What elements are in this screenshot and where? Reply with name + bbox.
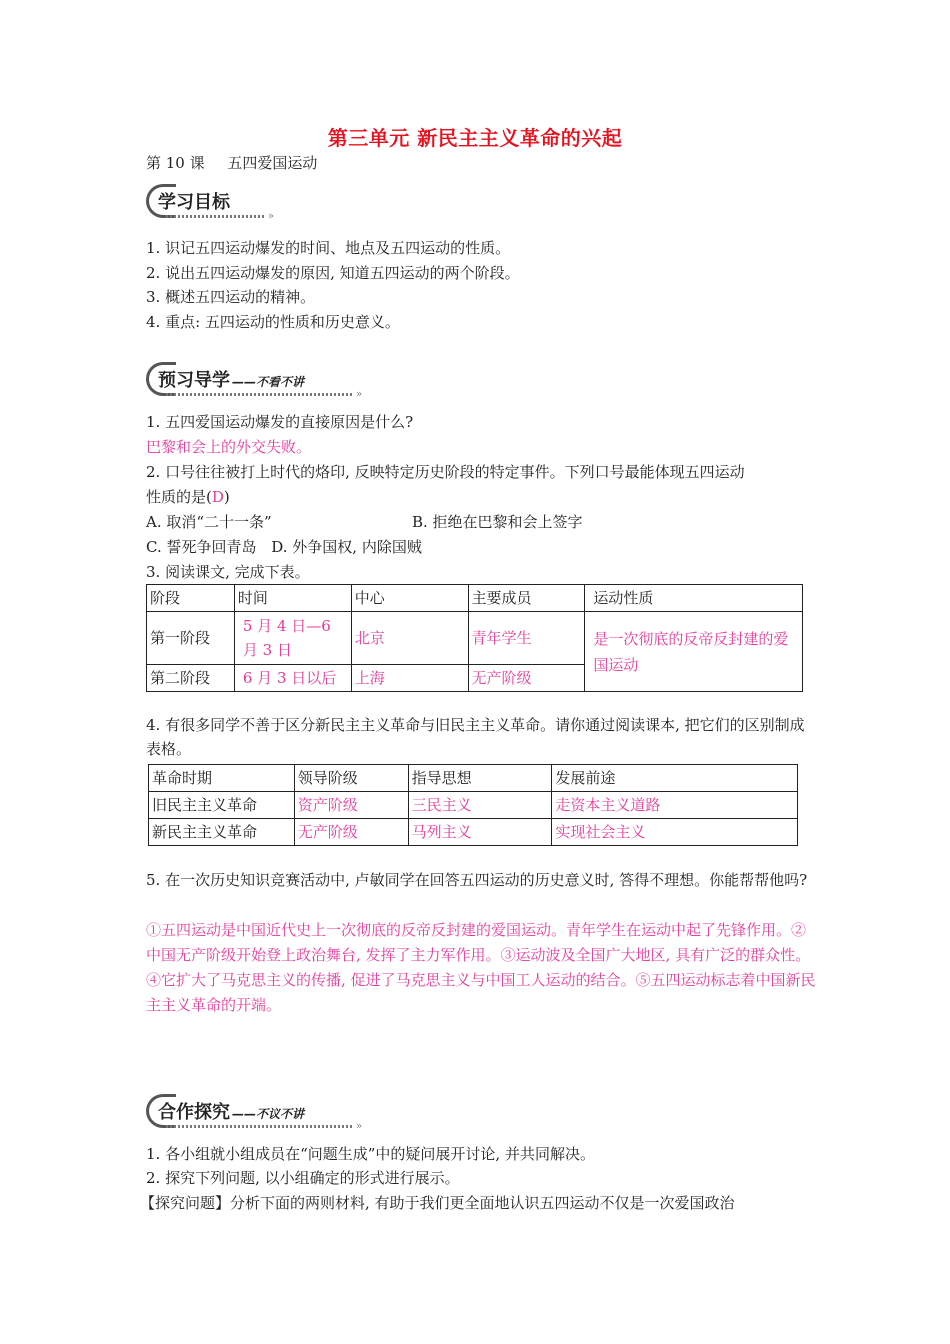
table-header: 时间	[234, 585, 351, 612]
stage-table	[146, 584, 803, 692]
table-cell-nature: 是一次彻底的反帝反封建的爱国运动	[585, 612, 803, 692]
table-cell: 走资本主义道路	[552, 792, 798, 819]
question-4: 4. 有很多同学不善于区分新民主主义革命与旧民主主义革命。请你通过阅读课本, 把它们的区别制成表格。	[146, 716, 805, 758]
table-row	[149, 792, 798, 819]
goal-item: 4. 重点: 五四运动的性质和历史意义。	[146, 313, 400, 331]
section-badge-coop	[146, 1094, 371, 1132]
lesson-heading	[146, 152, 317, 173]
table-cell: 实现社会主义	[552, 819, 798, 846]
question-3: 3. 阅读课文, 完成下表。	[146, 563, 310, 581]
table-header: 指导思想	[408, 765, 552, 792]
lesson-number: 第 10 课	[146, 154, 205, 172]
table-cell: 无产阶级	[468, 665, 585, 692]
table-header: 主要成员	[468, 585, 585, 612]
table-cell: 马列主义	[408, 819, 552, 846]
table-cell: 青年学生	[468, 612, 585, 665]
table-header: 革命时期	[149, 765, 295, 792]
table-row	[147, 612, 803, 665]
badge-sublabel: ——不看不讲	[232, 375, 305, 389]
section-badge-goals	[146, 184, 281, 222]
double-chevron-icon: »	[356, 1121, 361, 1132]
coop-item-1: 1. 各小组就小组成员在“问题生成”中的疑问展开讨论, 并共同解决。	[146, 1145, 595, 1163]
question-2-stem: 性质的是(	[146, 488, 212, 506]
table-cell: 上海	[351, 665, 468, 692]
double-chevron-icon: »	[356, 389, 361, 400]
table-header: 运动性质	[585, 585, 803, 612]
table-cell: 北京	[351, 612, 468, 665]
option-c-text: C. 誓死争回青岛	[146, 538, 257, 556]
table-cell: 旧民主主义革命	[149, 792, 295, 819]
answer-1: 巴黎和会上的外交失败。	[146, 438, 312, 456]
table-cell: 新民主主义革命	[149, 819, 295, 846]
option-d: D. 外争国权, 内除国贼	[271, 538, 422, 556]
table-cell: 资产阶级	[294, 792, 408, 819]
question-2-line1: 2. 口号往往被打上时代的烙印, 反映特定历史阶段的特定事件。下列口号最能体现五四运动	[146, 463, 745, 481]
option-b: B. 拒绝在巴黎和会上签字	[412, 513, 583, 531]
badge-dotted-line	[166, 1125, 354, 1128]
revolution-table	[148, 764, 798, 846]
section-badge-preview	[146, 362, 371, 400]
table-header-row	[149, 765, 798, 792]
table-header: 发展前途	[552, 765, 798, 792]
badge-sublabel: ——不议不讲	[232, 1107, 305, 1121]
question-2-line2	[146, 485, 230, 509]
table-cell: 三民主义	[408, 792, 552, 819]
goal-item: 3. 概述五四运动的精神。	[146, 288, 316, 306]
page-title: 第三单元 新民主主义革命的兴起	[327, 126, 623, 150]
question-2-close: )	[223, 488, 230, 506]
answer-5: ①五四运动是中国近代史上一次彻底的反帝反封建的爱国运动。青年学生在运动中起了先锋作用。②中国无产阶级开始登上政治舞台, 发挥了主力军作用。③运动波及全国广大地区, 具有广泛的群众性。④它扩大了马克思主义的传播, 促进了马克思主义与中国工人运动的结合。⑤五四运动标志着中国新民主主义革命的开端。	[146, 921, 816, 1014]
option-c	[146, 535, 422, 559]
goal-item: 2. 说出五四运动爆发的原因, 知道五四运动的两个阶段。	[146, 264, 520, 282]
table-cell: 第二阶段	[147, 665, 235, 692]
question-5: 5. 在一次历史知识竞赛活动中, 卢敏同学在回答五四运动的历史意义时, 答得不理想。你能帮帮他吗?	[146, 871, 808, 889]
table-header-row	[147, 585, 803, 612]
goal-item: 1. 识记五四运动爆发的时间、地点及五四运动的性质。	[146, 239, 511, 257]
explore-question: 【探究问题】分析下面的两则材料, 有助于我们更全面地认识五四运动不仅是一次爱国政治	[140, 1194, 735, 1212]
badge-dotted-line	[166, 215, 266, 218]
table-header: 领导阶级	[294, 765, 408, 792]
answer-2: D	[211, 488, 224, 506]
table-cell: 5 月 4 日—6 月 3 日	[234, 612, 351, 665]
question-1: 1. 五四爱国运动爆发的直接原因是什么?	[146, 413, 414, 431]
badge-dotted-line	[166, 393, 354, 396]
double-chevron-icon: »	[268, 211, 273, 222]
table-cell: 6 月 3 日以后	[234, 665, 351, 692]
table-row	[149, 819, 798, 846]
table-cell: 无产阶级	[294, 819, 408, 846]
table-header: 中心	[351, 585, 468, 612]
coop-item-2: 2. 探究下列问题, 以小组确定的形式进行展示。	[146, 1169, 460, 1187]
option-a: A. 取消“二十一条”	[146, 513, 272, 531]
badge-label: 合作探究	[158, 1102, 230, 1123]
table-cell: 第一阶段	[147, 612, 235, 665]
badge-label: 预习导学	[158, 370, 230, 391]
table-header: 阶段	[147, 585, 235, 612]
badge-label: 学习目标	[158, 192, 230, 213]
lesson-name: 五四爱国运动	[227, 154, 318, 172]
